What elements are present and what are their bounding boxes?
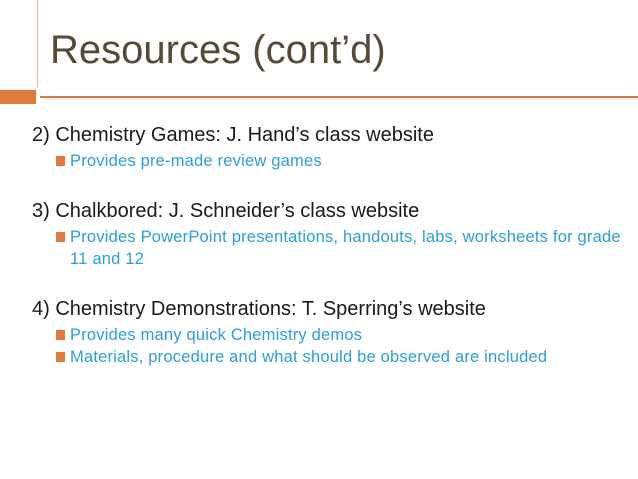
resource-heading: 3) Chalkbored: J. Schneider’s class website	[32, 200, 420, 222]
bullet-text: Materials, procedure and what should be observed are included	[70, 348, 548, 366]
square-bullet-icon	[56, 232, 65, 242]
slide-title: Resources (cont’d)	[50, 28, 386, 72]
resource-item-3	[32, 198, 622, 270]
resource-item-4	[32, 296, 622, 368]
bullet-item	[32, 324, 622, 346]
slide-content	[32, 122, 622, 394]
accent-horizontal-line	[40, 96, 638, 98]
bullet-text: Provides PowerPoint presentations, handouts, labs, worksheets for grade 11 and 12	[70, 228, 621, 268]
bullet-item	[32, 346, 622, 368]
resource-heading: 4) Chemistry Demonstrations: T. Sperring’s website	[32, 298, 486, 320]
bullet-text: Provides pre-made review games	[70, 152, 322, 170]
resource-item-2	[32, 122, 622, 172]
accent-vertical-line	[37, 0, 38, 88]
bullet-item	[32, 150, 622, 172]
bullet-list	[32, 226, 622, 270]
square-bullet-icon	[56, 156, 65, 166]
square-bullet-icon	[56, 352, 65, 362]
square-bullet-icon	[56, 330, 65, 340]
accent-square	[0, 90, 36, 104]
bullet-list	[32, 324, 622, 368]
bullet-text: Provides many quick Chemistry demos	[70, 326, 363, 344]
bullet-list	[32, 150, 622, 172]
bullet-item	[32, 226, 622, 270]
resource-heading: 2) Chemistry Games: J. Hand’s class website	[32, 124, 434, 146]
